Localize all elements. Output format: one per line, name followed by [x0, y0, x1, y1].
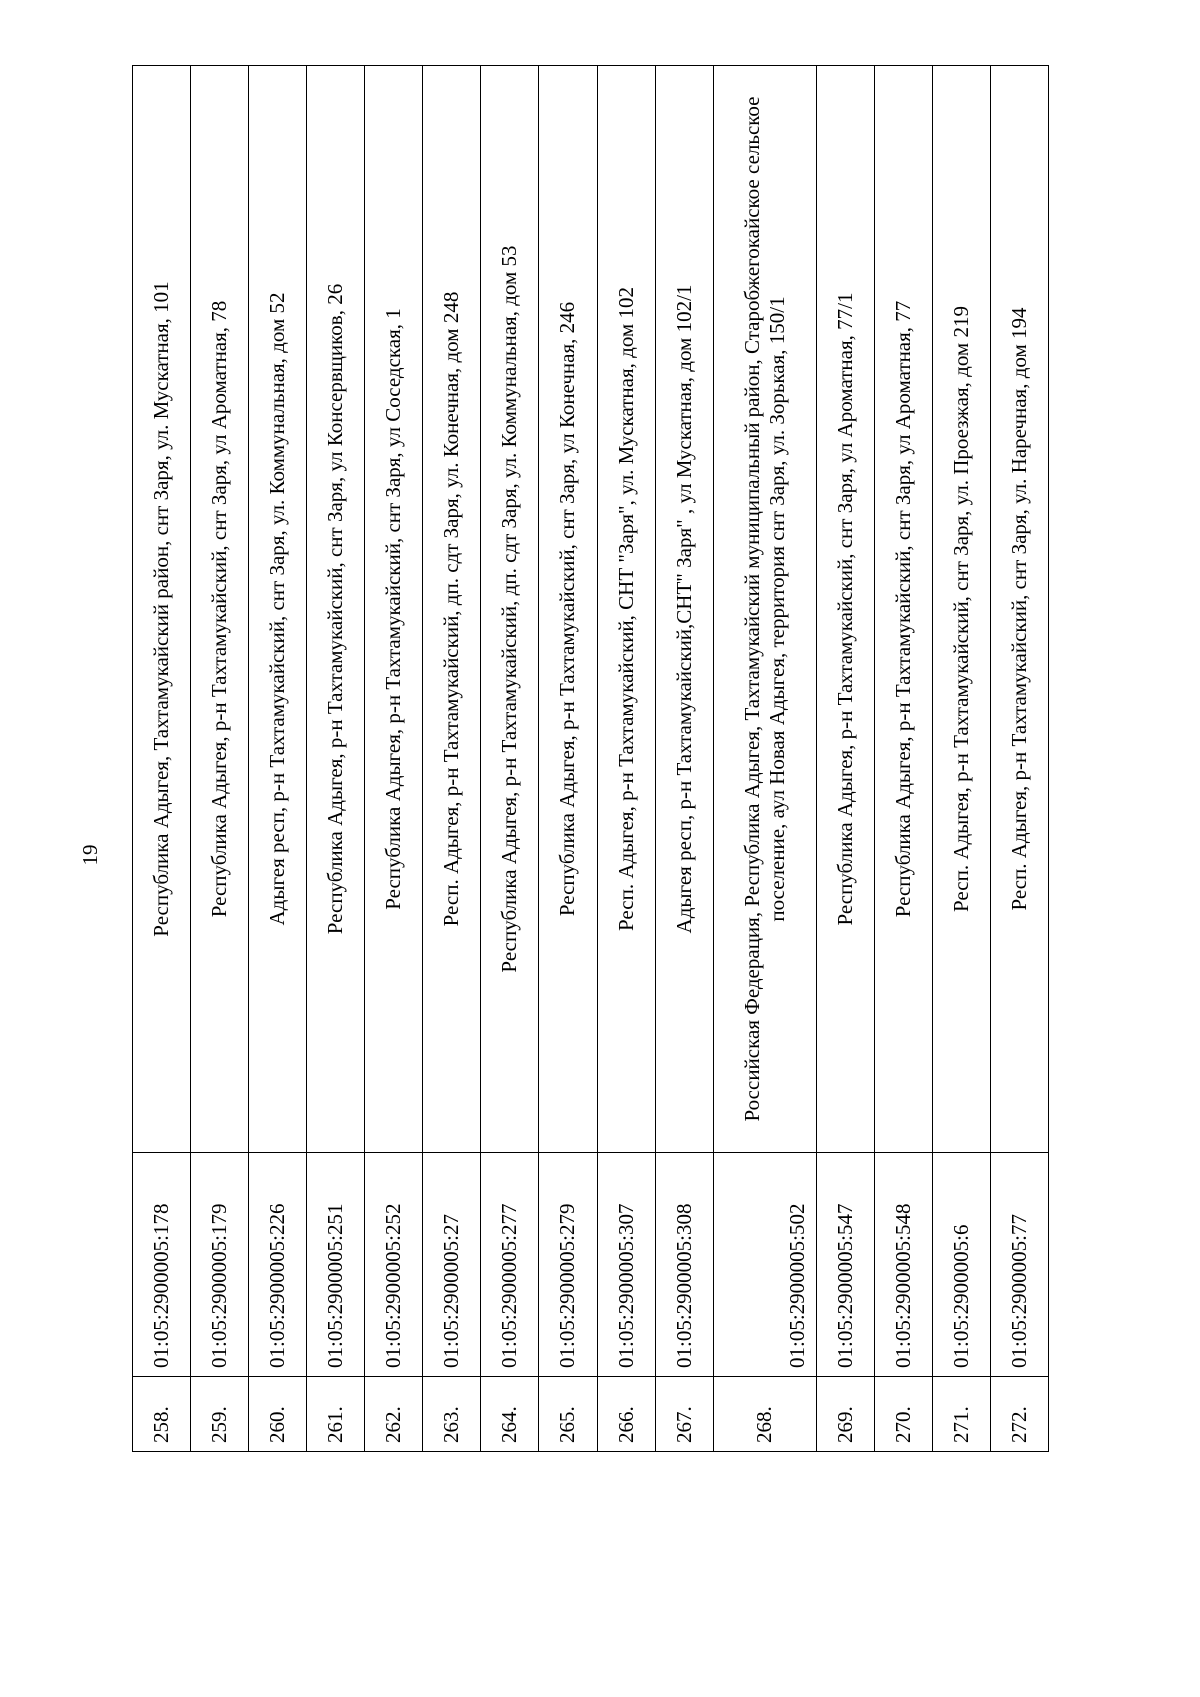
row-number: 270.: [874, 1377, 932, 1452]
registry-table-frame: [132, 65, 1049, 1452]
table-row: [816, 66, 874, 1452]
table-row: [481, 66, 539, 1452]
cadastral-number: 01:05:2900005:178: [133, 1153, 191, 1377]
table-row: [133, 66, 191, 1452]
row-number: 266.: [597, 1377, 655, 1452]
table-row: [597, 66, 655, 1452]
address: Республика Адыгея, р-н Тахтамукайский, снт Заря, ул Конечная, 246: [539, 66, 597, 1153]
cadastral-number: 01:05:2900005:277: [481, 1153, 539, 1377]
table-row: [874, 66, 932, 1452]
cadastral-number: 01:05:2900005:307: [597, 1153, 655, 1377]
page-number: 19: [78, 844, 102, 866]
row-number: 259.: [191, 1377, 249, 1452]
cadastral-number: 01:05:2900005:279: [539, 1153, 597, 1377]
cadastral-number: 01:05:2900005:77: [990, 1153, 1048, 1377]
row-number: 264.: [481, 1377, 539, 1452]
address: Республика Адыгея, р-н Тахтамукайский, снт Заря, ул Ароматная, 77: [874, 66, 932, 1153]
row-number: 265.: [539, 1377, 597, 1452]
address: Адыгея респ, р-н Тахтамукайский,СНТ" Заря" , ул Мускатная, дом 102/1: [655, 66, 713, 1153]
row-number: 261.: [307, 1377, 365, 1452]
cadastral-number: 01:05:2900005:27: [423, 1153, 481, 1377]
row-number: 262.: [365, 1377, 423, 1452]
row-number: 260.: [249, 1377, 307, 1452]
cadastral-number: 01:05:2900005:251: [307, 1153, 365, 1377]
cadastral-number: 01:05:2900005:6: [932, 1153, 990, 1377]
cadastral-number: 01:05:2900005:547: [816, 1153, 874, 1377]
address: Респ. Адыгея, р-н Тахтамукайский, СНТ "Заря", ул. Мускатная, дом 102: [597, 66, 655, 1153]
address: Адыгея респ, р-н Тахтамукайский, снт Заря, ул. Коммунальная, дом 52: [249, 66, 307, 1153]
cadastral-number: 01:05:2900005:252: [365, 1153, 423, 1377]
cadastral-number: 01:05:2900005:502: [713, 1153, 816, 1377]
address: Респ. Адыгея, р-н Тахтамукайский, дп. сдт Заря, ул. Конечная, дом 248: [423, 66, 481, 1153]
row-number: 258.: [133, 1377, 191, 1452]
table-row: [713, 66, 816, 1452]
registry-table-rotated: [132, 65, 1049, 1452]
address: Респ. Адыгея, р-н Тахтамукайский, снт Заря, ул. Проезжая, дом 219: [932, 66, 990, 1153]
cadastral-number: 01:05:2900005:226: [249, 1153, 307, 1377]
address: Республика Адыгея, р-н Тахтамукайский, снт Заря, ул Соседская, 1: [365, 66, 423, 1153]
cadastral-number: 01:05:2900005:179: [191, 1153, 249, 1377]
table-row: [990, 66, 1048, 1452]
address: Республика Адыгея, р-н Тахтамукайский, снт Заря, ул Консервщиков, 26: [307, 66, 365, 1153]
address: Республика Адыгея, Тахтамукайский район, снт Заря, ул. Мускатная, 101: [133, 66, 191, 1153]
table-row: [191, 66, 249, 1452]
row-number: 267.: [655, 1377, 713, 1452]
table-row: [539, 66, 597, 1452]
row-number: 272.: [990, 1377, 1048, 1452]
address: Республика Адыгея, р-н Тахтамукайский, снт Заря, ул Ароматная, 77/1: [816, 66, 874, 1153]
cadastral-number: 01:05:2900005:308: [655, 1153, 713, 1377]
table-row: [365, 66, 423, 1452]
address: Российская Федерация, Республика Адыгея, Тахтамукайский муниципальный район, Старобжегокайское сельское поселение, аул Новая Адыгея, территория снт Заря, ул. Зорькая, 150/1: [713, 66, 816, 1153]
row-number: 269.: [816, 1377, 874, 1452]
table-row: [423, 66, 481, 1452]
table-row: [932, 66, 990, 1452]
row-number: 271.: [932, 1377, 990, 1452]
cadastral-number: 01:05:2900005:548: [874, 1153, 932, 1377]
row-number: 268.: [713, 1377, 816, 1452]
row-number: 263.: [423, 1377, 481, 1452]
address: Респ. Адыгея, р-н Тахтамукайский, снт Заря, ул. Наречная, дом 194: [990, 66, 1048, 1153]
table-row: [307, 66, 365, 1452]
land-plots-table: [132, 65, 1049, 1452]
table-row: [249, 66, 307, 1452]
address: Республика Адыгея, р-н Тахтамукайский, дп. сдт Заря, ул. Коммунальная, дом 53: [481, 66, 539, 1153]
address: Республика Адыгея, р-н Тахтамукайский, снт Заря, ул Ароматная, 78: [191, 66, 249, 1153]
table-row: [655, 66, 713, 1452]
